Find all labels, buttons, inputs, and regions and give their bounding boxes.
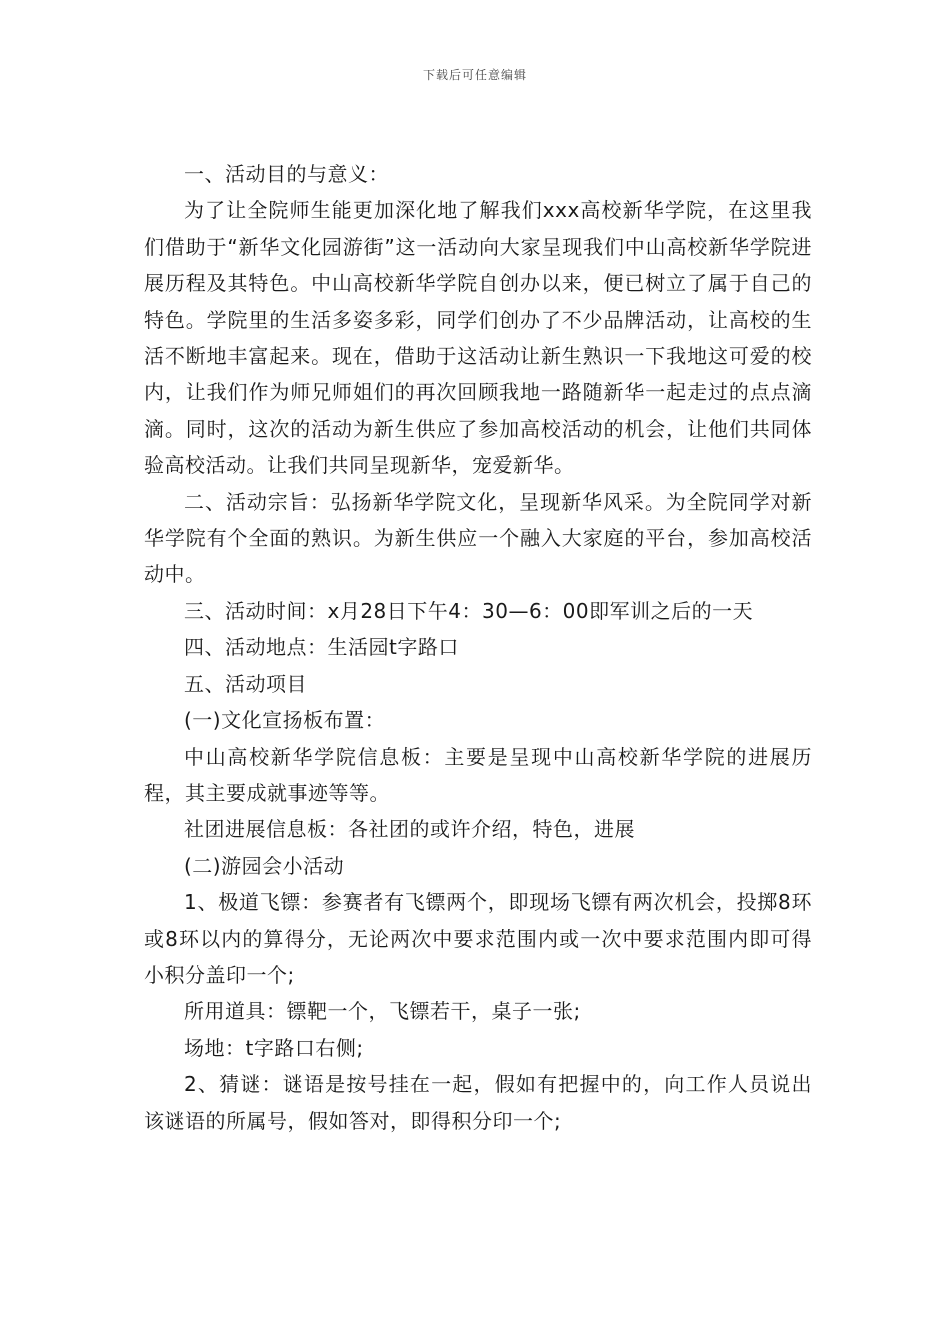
paragraph-purpose-body: 为了让全院师生能更加深化地了解我们xxx高校新华学院，在这里我们借助于“新华文化园游街”这一活动向大家呈现我们中山高校新华学院进展历程及其特色。中山高校新华学院自创办以来，便已树立了属于自己的特色。学院里的生活多姿多彩，同学们创办了不少品牌活动，让高校的生活不断地丰富起来。现在，借助于这活动让新生熟识一下我地这可爱的校内，让我们作为师兄师姐们的再次回顾我地一路随新华一起走过的点点滴滴。同时，这次的活动为新生供应了参加高校活动的机会，让他们共同体验高校活动。让我们共同呈现新华，宠爱新华。 xyxy=(144,198,812,478)
paragraph-darts-props: 所用道具：镖靶一个，飞镖若干，桌子一张; xyxy=(184,999,581,1024)
heading-items: 五、活动项目 xyxy=(184,671,307,696)
paragraph-darts-venue: 场地：t字路口右侧; xyxy=(184,1035,364,1060)
paragraph-info-board: 中山高校新华学院信息板：主要是呈现中山高校新华学院的进展历程，其主要成就事迹等等。 xyxy=(144,744,812,805)
paragraph-aim: 二、活动宗旨：弘扬新华学院文化，呈现新华风采。为全院同学对新华学院有个全面的熟识。为新生供应一个融入大家庭的平台，参加高校活动中。 xyxy=(144,489,812,587)
subheading-boards: (一)文化宣扬板布置： xyxy=(184,708,386,733)
paragraph-club-board: 社团进展信息板：各社团的或许介绍，特色，进展 xyxy=(184,817,635,842)
subheading-games: (二)游园会小活动 xyxy=(184,853,345,878)
paragraph-time: 三、活动时间：x月28日下午4：30—6：00即军训之后的一天 xyxy=(184,598,754,623)
page-header: 下载后可任意编辑 xyxy=(422,68,527,82)
paragraph-riddles: 2、猜谜：谜语是按号挂在一起，假如有把握中的，向工作人员说出该谜语的所属号，假如答对，即得积分印一个; xyxy=(144,1072,812,1133)
paragraph-darts: 1、极道飞镖：参赛者有飞镖两个，即现场飞镖有两次机会，投掷8环或8环以内的算得分，无论两次中要求范围内或一次中要求范围内即可得小积分盖印一个; xyxy=(144,890,812,987)
paragraph-location: 四、活动地点：生活园t字路口 xyxy=(184,635,459,660)
heading-purpose: 一、活动目的与意义： xyxy=(184,162,389,186)
document-body xyxy=(144,156,812,1139)
